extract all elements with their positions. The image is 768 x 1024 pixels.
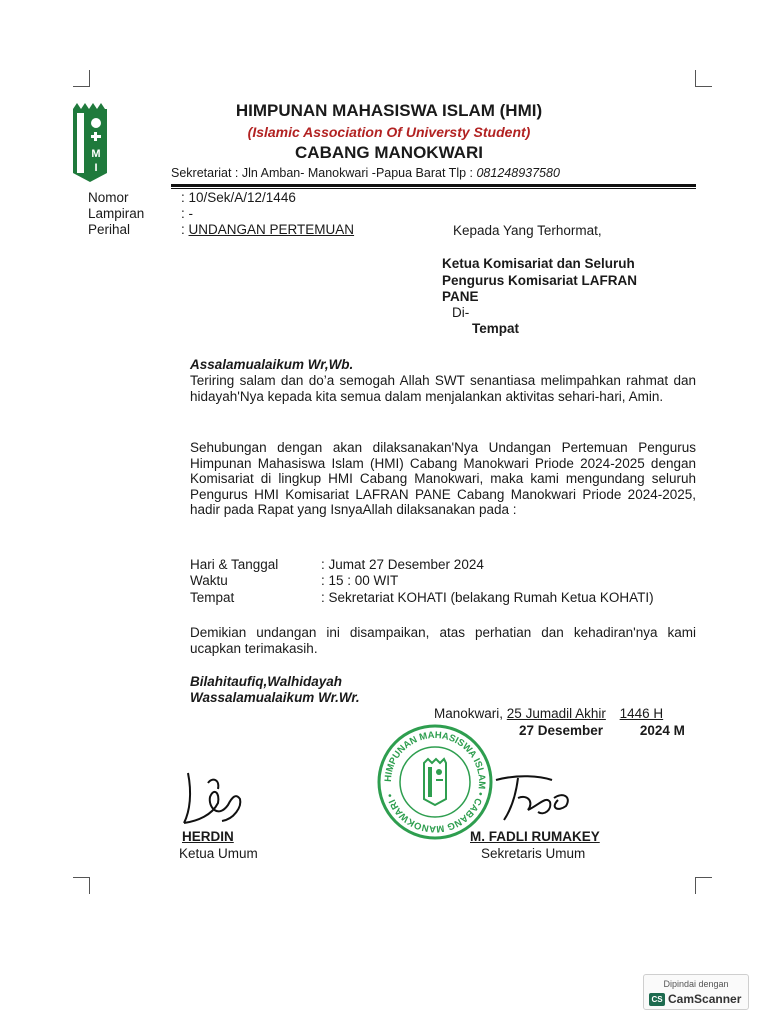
- camscanner-logo-icon: CS: [649, 993, 665, 1006]
- stamp-text: HIMPUNAN MAHASISWA ISLAM • CABANG MANOKWARI •: [382, 729, 488, 835]
- perihal-field: [181, 222, 354, 237]
- date-gregorian: [519, 723, 685, 738]
- recipient-line-1: Ketua Komisariat dan Seluruh: [442, 256, 635, 271]
- recipient-greeting: Kepada Yang Terhormat,: [453, 223, 602, 238]
- signatory-left-name: HERDIN: [182, 829, 234, 844]
- detail-label-place: Tempat: [190, 590, 235, 605]
- branch-name: CABANG MANOKWARI: [295, 143, 483, 162]
- date-hijri: [434, 706, 663, 721]
- paragraph-greeting: Teriring salam dan do’a semogah Allah SWT senantiasa melimpahkan rahmat dan hidayah'Nya kepada kita semua dalam menjalankan aktivitas sehari-hari, Amin.: [190, 373, 696, 404]
- detail-label-date: Hari & Tanggal: [190, 557, 279, 572]
- signatory-right-title: Sekretaris Umum: [481, 846, 586, 861]
- lampiran-label: Lampiran: [88, 206, 145, 221]
- date-hijri-day: 25 Jumadil Akhir: [506, 706, 606, 721]
- svg-text:I: I: [94, 162, 98, 174]
- perihal-colon: :: [181, 222, 185, 237]
- header-rule-thin: [171, 188, 696, 189]
- address-text: Sekretariat : Jln Amban- Manokwari -Papua Barat Tlp :: [171, 166, 473, 180]
- date-greg-year: 2024 M: [639, 723, 685, 738]
- camscanner-watermark: [643, 974, 749, 1010]
- date-place: Manokwari,: [434, 706, 504, 721]
- recipient-line-3: PANE: [442, 289, 479, 304]
- secretariat-address: [171, 166, 560, 180]
- perihal-label: Perihal: [88, 222, 131, 237]
- date-hijri-year: 1446 H: [619, 706, 664, 721]
- corner-mark-top-left: [73, 70, 90, 87]
- corner-mark-bottom-left: [73, 877, 90, 894]
- organization-name: HIMPUNAN MAHASISWA ISLAM (HMI): [235, 101, 543, 120]
- closing-line-2: Wassalamualaikum Wr.Wr.: [190, 690, 360, 705]
- scanner-brand: CamScanner: [668, 992, 742, 1006]
- nomor-value: : 10/Sek/A/12/1446: [181, 190, 296, 205]
- nomor-label: Nomor: [88, 190, 129, 205]
- header-rule-thick: [171, 184, 696, 187]
- recipient-line-2: Pengurus Komisariat LAFRAN: [442, 273, 638, 288]
- signature-right: [488, 768, 578, 828]
- recipient-line-4: Di-: [452, 305, 470, 320]
- paragraph-invitation: Sehubungan dengan akan dilaksanakan'Nya Undangan Pertemuan Pengurus Himpunan Mahasiswa Islam (HMI) Cabang Manokwari Priode 2024-2025 dengan Komisariat di lingkup HMI Cabang Manokwari, maka kami mengundang seluruh Pengurus HMI Komisariat LAFRAN PANE Cabang Manokwari Priode 2024-2025, hadir pada Rapat yang IsnyaAllah dilaksanakan pada :: [190, 440, 696, 517]
- signatory-right-name: M. FADLI RUMAKEY: [470, 829, 600, 844]
- detail-value-date: : Jumat 27 Desember 2024: [321, 557, 484, 572]
- signature-left: [178, 763, 258, 833]
- detail-label-time: Waktu: [190, 573, 228, 588]
- corner-mark-bottom-right: [695, 877, 712, 894]
- svg-text:HIMPUNAN MAHASISWA ISLAM • CAB: [383, 730, 487, 834]
- scanner-caption: Dipindai dengan: [663, 979, 729, 989]
- date-greg-day: 27 Desember: [519, 723, 604, 738]
- signatory-left-title: Ketua Umum: [179, 846, 258, 861]
- svg-text:M: M: [91, 148, 101, 160]
- opening-salam: Assalamualaikum Wr,Wb.: [190, 357, 354, 372]
- lampiran-value: : -: [181, 206, 193, 221]
- recipient-line-5: Tempat: [472, 321, 520, 336]
- paragraph-closing: Demikian undangan ini disampaikan, atas perhatian dan kehadiran'nya kami ucapkan terimakasih.: [190, 625, 696, 656]
- detail-value-place: : Sekretariat KOHATI (belakang Rumah Ketua KOHATI): [321, 590, 654, 605]
- phone-number: 081248937580: [476, 166, 560, 180]
- organization-english-name: (Islamic Association Of Universty Student): [247, 124, 531, 140]
- closing-line-1: Bilahitaufiq,Walhidayah: [190, 674, 343, 689]
- official-stamp: [376, 723, 494, 841]
- perihal-value: UNDANGAN PERTEMUAN: [188, 222, 355, 237]
- corner-mark-top-right: [695, 70, 712, 87]
- detail-value-time: : 15 : 00 WIT: [321, 573, 399, 588]
